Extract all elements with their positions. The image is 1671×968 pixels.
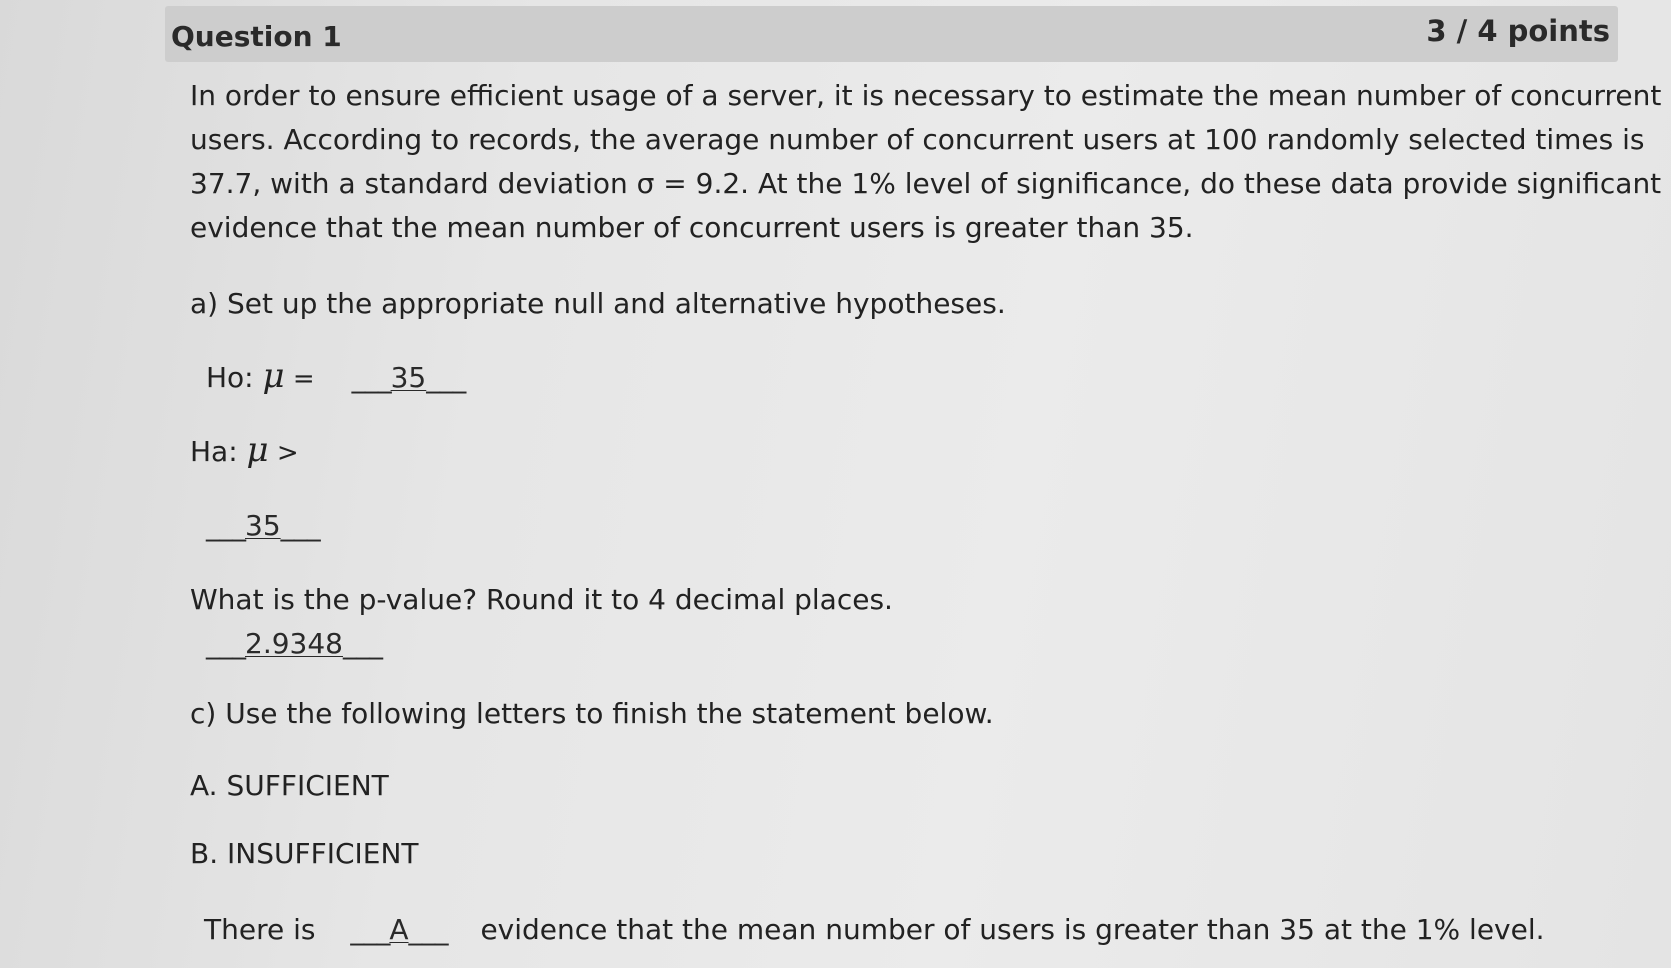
p-value-answer: 2.9348 — [245, 627, 343, 660]
option-a: A. SUFFICIENT — [190, 769, 389, 802]
ho-operator: = — [284, 364, 315, 394]
ho-label: Ho: — [206, 361, 263, 394]
question-line: evidence that the mean number of concurrent users is greater than 35. — [190, 211, 1194, 244]
question-line: users. According to records, the average number of concurrent users at 100 randomly selected times is — [190, 123, 1645, 156]
ho-answer: 35 — [390, 361, 427, 394]
mu-symbol-icon: μ — [246, 430, 269, 470]
question-title: Question 1 — [171, 20, 342, 53]
statement-after: evidence that the mean number of users is greater than 35 at the 1% level. — [480, 913, 1545, 946]
p-value-prompt: What is the p-value? Round it to 4 decimal places. — [190, 583, 893, 616]
null-hypothesis — [206, 354, 465, 401]
part-c-prompt: c) Use the following letters to finish the statement below. — [190, 697, 994, 730]
question-points: 3 / 4 points — [1426, 14, 1610, 48]
part-a-prompt: a) Set up the appropriate null and alternative hypotheses. — [190, 287, 1006, 320]
p-value-blank[interactable]: ___2.9348___ — [206, 627, 382, 660]
statement-answer-blank[interactable]: ___A___ — [350, 913, 448, 946]
statement-answer: A — [389, 913, 409, 946]
option-b: B. INSUFFICIENT — [190, 837, 419, 870]
mu-symbol-icon: μ — [262, 356, 285, 396]
ha-answer-blank[interactable]: ___35___ — [206, 509, 320, 542]
ha-label: Ha: — [190, 435, 247, 468]
question-line: In order to ensure efficient usage of a server, it is necessary to estimate the mean number of concurrent — [190, 79, 1662, 112]
question-header — [165, 6, 1618, 62]
ho-answer-blank[interactable]: ___35___ — [351, 361, 466, 394]
question-text — [190, 74, 1661, 250]
ha-operator: > — [268, 438, 299, 468]
question-line: 37.7, with a standard deviation σ = 9.2. At the 1% level of significance, do these data provide significant — [190, 167, 1662, 200]
ha-answer: 35 — [245, 509, 281, 542]
statement-before: There is — [204, 913, 316, 946]
alternative-hypothesis — [190, 428, 299, 475]
final-statement — [204, 908, 1545, 952]
